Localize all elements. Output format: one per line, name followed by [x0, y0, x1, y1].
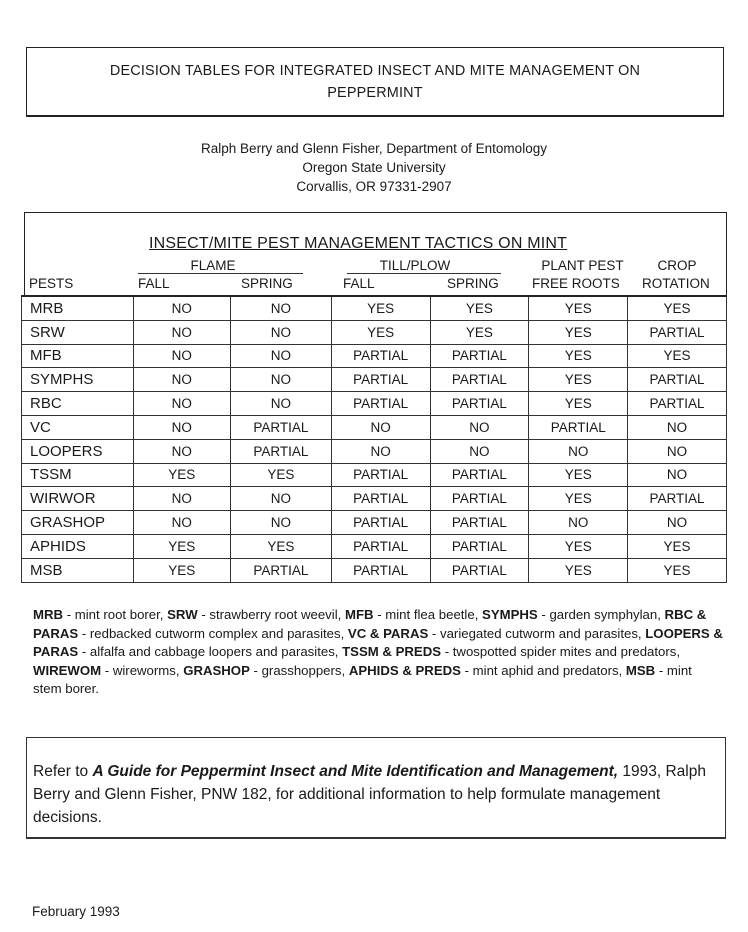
legend-abbr: SRW: [167, 607, 198, 622]
tactic-cell: PARTIAL: [430, 534, 529, 558]
legend-desc: - redbacked cutworm complex and parasites,: [78, 625, 348, 641]
pest-cell: LOOPERS: [22, 439, 134, 463]
tactic-cell: YES: [628, 296, 727, 320]
pest-cell: MFB: [22, 344, 134, 368]
tactic-cell: PARTIAL: [430, 558, 529, 582]
tactic-cell: YES: [529, 344, 628, 368]
authors-university: Oregon State University: [302, 160, 446, 175]
pest-cell: WIRWOR: [22, 487, 134, 511]
legend-abbr: MFB: [344, 607, 374, 622]
tactic-cell: PARTIAL: [231, 439, 332, 463]
tactic-cell: NO: [231, 511, 332, 535]
legend-abbr: TSSM & PREDS: [342, 644, 442, 660]
tactic-cell: NO: [430, 439, 529, 463]
legend-desc: - grasshoppers,: [249, 662, 349, 678]
tactic-cell: NO: [133, 511, 230, 535]
tactic-cell: NO: [628, 415, 727, 439]
legend-desc: - variegated cutworm and parasites,: [428, 625, 646, 641]
tactic-cell: PARTIAL: [628, 320, 727, 344]
legend-abbr: WIREWOM: [33, 662, 102, 678]
legend-desc: - mint stem borer.: [33, 662, 692, 697]
legend-abbr: SYMPHS: [482, 607, 538, 622]
reference-suffix: 1993, Ralph Berry and Glenn Fisher, PNW 182, for additional information to help formulate management decisions.: [33, 763, 706, 826]
col-header-flame-spring: SPRING: [241, 276, 293, 291]
tactic-cell: YES: [529, 558, 628, 582]
tactic-cell: PARTIAL: [430, 463, 529, 487]
tactic-cell: PARTIAL: [231, 415, 332, 439]
table-row: [22, 392, 727, 416]
tactic-cell: NO: [133, 296, 230, 320]
tactic-cell: NO: [133, 392, 230, 416]
tactic-cell: YES: [529, 296, 628, 320]
publication-date: February 1993: [32, 904, 120, 919]
tactic-cell: YES: [628, 344, 727, 368]
table-row: [22, 558, 727, 582]
group-crop: CROP: [657, 258, 697, 273]
tactic-cell: NO: [231, 368, 332, 392]
pest-cell: MRB: [22, 296, 134, 320]
authors-address: Corvallis, OR 97331-2907: [296, 179, 452, 194]
legend-desc: - twospotted spider mites and predators,: [441, 644, 681, 660]
tactic-cell: YES: [331, 296, 430, 320]
tactic-cell: PARTIAL: [231, 558, 332, 582]
table-row: [22, 511, 727, 535]
tactic-cell: PARTIAL: [628, 392, 727, 416]
col-header-rotation: ROTATION: [642, 276, 710, 291]
col-header-flame-fall: FALL: [138, 276, 170, 291]
tactic-cell: NO: [133, 487, 230, 511]
tactic-cell: PARTIAL: [430, 511, 529, 535]
tactic-cell: NO: [529, 511, 628, 535]
tactic-cell: NO: [133, 320, 230, 344]
tactic-cell: PARTIAL: [331, 368, 430, 392]
table-title: INSECT/MITE PEST MANAGEMENT TACTICS ON MINT: [149, 235, 568, 252]
legend-desc: - alfalfa and cabbage loopers and parasites,: [78, 644, 343, 660]
tactic-cell: NO: [133, 415, 230, 439]
pest-cell: RBC: [22, 392, 134, 416]
tactic-cell: PARTIAL: [331, 487, 430, 511]
tactic-cell: PARTIAL: [529, 415, 628, 439]
tactic-cell: PARTIAL: [331, 344, 430, 368]
pest-cell: MSB: [22, 558, 134, 582]
legend-desc: - strawberry root weevil,: [197, 607, 345, 622]
group-till-plow: TILL/PLOW: [379, 258, 451, 273]
tactic-cell: YES: [628, 558, 727, 582]
tactic-cell: NO: [133, 439, 230, 463]
legend-desc: - mint flea beetle,: [373, 607, 483, 622]
table-row: [22, 534, 727, 558]
tactic-cell: PARTIAL: [430, 368, 529, 392]
tactic-cell: YES: [231, 463, 332, 487]
tactic-cell: YES: [133, 534, 230, 558]
tactic-cell: PARTIAL: [331, 511, 430, 535]
tactic-cell: YES: [331, 320, 430, 344]
col-header-till-spring: SPRING: [447, 276, 499, 291]
tactic-cell: YES: [529, 320, 628, 344]
tactic-cell: YES: [529, 487, 628, 511]
tactic-cell: NO: [331, 415, 430, 439]
abbreviation-legend: [33, 606, 723, 699]
legend-desc: - garden symphylan,: [537, 607, 665, 622]
col-header-free-roots: FREE ROOTS: [532, 276, 620, 291]
legend-abbr: APHIDS & PREDS: [348, 662, 461, 678]
authors-block: [0, 139, 748, 196]
tactic-cell: PARTIAL: [628, 368, 727, 392]
document-title-line1: DECISION TABLES FOR INTEGRATED INSECT AND MITE MANAGEMENT ON: [109, 62, 641, 79]
tactic-cell: PARTIAL: [430, 487, 529, 511]
col-header-pests: PESTS: [29, 276, 74, 291]
tactic-cell: PARTIAL: [331, 558, 430, 582]
document-title-line2: PEPPERMINT: [327, 84, 423, 101]
pest-cell: TSSM: [22, 463, 134, 487]
legend-abbr: MRB: [33, 607, 64, 622]
tactic-cell: YES: [430, 320, 529, 344]
reference-box: [26, 737, 726, 839]
table-row: [22, 296, 727, 320]
tactic-cell: NO: [231, 296, 332, 320]
legend-desc: - mint root borer,: [63, 607, 168, 622]
tactics-table: [24, 212, 727, 583]
tactic-cell: NO: [628, 511, 727, 535]
pest-cell: APHIDS: [22, 534, 134, 558]
tactic-cell: NO: [331, 439, 430, 463]
table-row: [22, 463, 727, 487]
tactic-cell: YES: [529, 463, 628, 487]
tactic-cell: YES: [628, 534, 727, 558]
tactic-cell: NO: [231, 344, 332, 368]
tactic-cell: YES: [231, 534, 332, 558]
table-row: [22, 439, 727, 463]
tactic-cell: NO: [231, 320, 332, 344]
table-row: [22, 368, 727, 392]
table-row: [22, 344, 727, 368]
tactic-cell: PARTIAL: [628, 487, 727, 511]
group-flame-rule: [138, 273, 303, 274]
tactic-cell: YES: [430, 296, 529, 320]
pest-cell: VC: [22, 415, 134, 439]
tactic-cell: NO: [430, 415, 529, 439]
table-row: [22, 487, 727, 511]
tactic-cell: PARTIAL: [331, 463, 430, 487]
legend-abbr: MSB: [625, 662, 656, 678]
pest-cell: SYMPHS: [22, 368, 134, 392]
tactic-cell: PARTIAL: [430, 344, 529, 368]
tactic-cell: NO: [231, 487, 332, 511]
tactic-cell: NO: [231, 392, 332, 416]
group-plant-pest: PLANT PEST: [541, 258, 624, 273]
table-header: [24, 212, 727, 295]
table-row: [22, 415, 727, 439]
tactic-cell: YES: [529, 392, 628, 416]
tactic-cell: NO: [628, 439, 727, 463]
tactic-cell: NO: [628, 463, 727, 487]
col-header-till-fall: FALL: [343, 276, 375, 291]
title-box: [26, 47, 724, 117]
legend-abbr: GRASHOP: [183, 662, 250, 678]
tactic-cell: YES: [529, 368, 628, 392]
pest-cell: GRASHOP: [22, 511, 134, 535]
reference-book-title: A Guide for Peppermint Insect and Mite Identification and Management,: [92, 763, 619, 780]
tactic-cell: PARTIAL: [430, 392, 529, 416]
tactic-cell: PARTIAL: [331, 534, 430, 558]
group-till-plow-rule: [347, 273, 501, 274]
legend-abbr: RBC & PARAS: [33, 607, 707, 641]
group-flame: FLAME: [190, 258, 236, 273]
reference-prefix: Refer to: [33, 763, 93, 780]
tactic-cell: NO: [529, 439, 628, 463]
tactic-cell: NO: [133, 368, 230, 392]
tactics-grid: [21, 295, 727, 583]
tactic-cell: PARTIAL: [331, 392, 430, 416]
tactic-cell: YES: [529, 534, 628, 558]
legend-abbr: VC & PARAS: [347, 625, 429, 641]
tactic-cell: NO: [133, 344, 230, 368]
authors-names: Ralph Berry and Glenn Fisher, Department of Entomology: [201, 141, 547, 156]
legend-abbr: LOOPERS & PARAS: [33, 625, 723, 660]
table-row: [22, 320, 727, 344]
legend-desc: - mint aphid and predators,: [460, 662, 626, 678]
tactic-cell: YES: [133, 463, 230, 487]
pest-cell: SRW: [22, 320, 134, 344]
tactic-cell: YES: [133, 558, 230, 582]
legend-desc: - wireworms,: [101, 662, 184, 678]
